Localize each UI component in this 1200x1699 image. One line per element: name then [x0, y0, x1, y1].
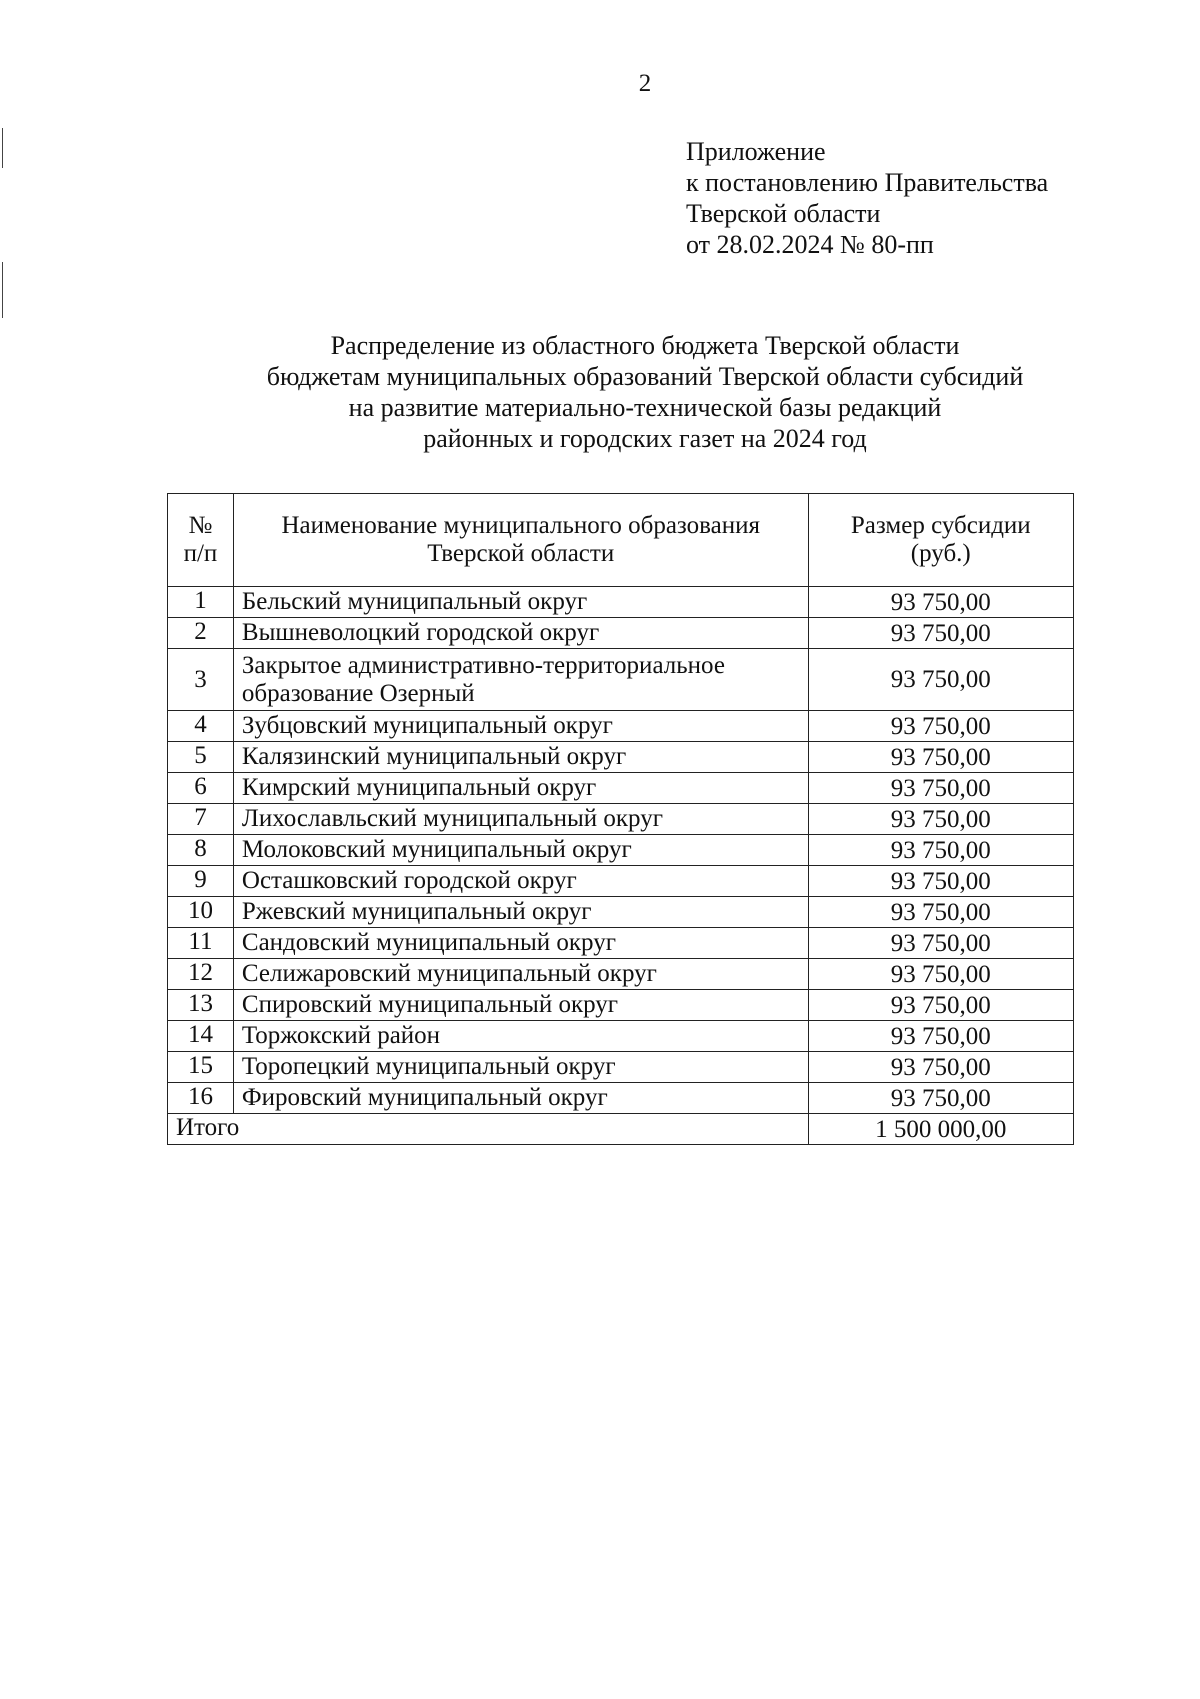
row-name: Торжокский район: [233, 1021, 808, 1052]
page-number: 2: [638, 70, 652, 97]
row-name: Фировский муниципальный округ: [233, 1083, 808, 1114]
title-line: районных и городских газет на 2024 год: [423, 424, 867, 453]
row-amount: 93 750,00: [808, 928, 1073, 959]
row-number: 16: [168, 1083, 234, 1114]
document-title: [150, 330, 1140, 454]
row-number: 10: [168, 897, 234, 928]
appendix-line: от 28.02.2024 № 80-пп: [686, 230, 934, 259]
title-line: на развитие материально-технической базы редакций: [348, 393, 942, 422]
row-name: Торопецкий муниципальный округ: [233, 1052, 808, 1083]
title-line: Распределение из областного бюджета Тверской области: [330, 331, 960, 360]
table-row: [168, 618, 1074, 649]
header-number-line1: №: [188, 512, 213, 539]
header-number-line2: п/п: [183, 540, 218, 567]
appendix-line: Приложение: [686, 137, 826, 166]
row-amount: 93 750,00: [808, 587, 1073, 618]
appendix-line: Тверской области: [686, 199, 881, 228]
row-amount: 93 750,00: [808, 1083, 1073, 1114]
table-row: [168, 742, 1074, 773]
table-row: [168, 835, 1074, 866]
row-number: 3: [168, 649, 234, 711]
row-name: Осташковский городской округ: [233, 866, 808, 897]
row-number: 15: [168, 1052, 234, 1083]
row-name: Калязинский муниципальный округ: [233, 742, 808, 773]
table-row: [168, 928, 1074, 959]
header-amount-line1: Размер субсидии: [850, 512, 1031, 539]
row-amount: 93 750,00: [808, 959, 1073, 990]
row-amount: 93 750,00: [808, 1021, 1073, 1052]
table-row: [168, 990, 1074, 1021]
scan-edge-mark: [2, 262, 3, 318]
table-row: [168, 711, 1074, 742]
row-number: 14: [168, 1021, 234, 1052]
table-row: [168, 959, 1074, 990]
row-amount: 93 750,00: [808, 649, 1073, 711]
row-number: 1: [168, 587, 234, 618]
row-number: 8: [168, 835, 234, 866]
row-name: Кимрский муниципальный округ: [233, 773, 808, 804]
appendix-line: к постановлению Правительства: [686, 168, 1049, 197]
title-line: бюджетам муниципальных образований Тверской области субсидий: [266, 362, 1024, 391]
table-row: [168, 587, 1074, 618]
row-number: 7: [168, 804, 234, 835]
row-number: 11: [168, 928, 234, 959]
row-number: 12: [168, 959, 234, 990]
table-total-row: [168, 1114, 1074, 1145]
table-row: [168, 804, 1074, 835]
row-amount: 93 750,00: [808, 804, 1073, 835]
row-name: Лихославльский муниципальный округ: [233, 804, 808, 835]
row-number: 2: [168, 618, 234, 649]
header-amount-line2: (руб.): [910, 540, 971, 567]
row-name: [233, 649, 808, 711]
table-row: [168, 773, 1074, 804]
row-name: Сандовский муниципальный округ: [233, 928, 808, 959]
scan-edge-mark: [2, 128, 3, 168]
row-amount: 93 750,00: [808, 711, 1073, 742]
row-name: Ржевский муниципальный округ: [233, 897, 808, 928]
appendix-block: [686, 136, 1048, 260]
header-amount: [808, 494, 1073, 587]
row-amount: 93 750,00: [808, 773, 1073, 804]
table-row: [168, 1021, 1074, 1052]
row-number: 6: [168, 773, 234, 804]
row-amount: 93 750,00: [808, 742, 1073, 773]
row-name: Спировский муниципальный округ: [233, 990, 808, 1021]
row-number: 9: [168, 866, 234, 897]
row-name: Молоковский муниципальный округ: [233, 835, 808, 866]
row-name: Бельский муниципальный округ: [233, 587, 808, 618]
row-number: 5: [168, 742, 234, 773]
row-number: 13: [168, 990, 234, 1021]
row-name: Вышневолоцкий городской округ: [233, 618, 808, 649]
header-number: [168, 494, 234, 587]
header-name: [233, 494, 808, 587]
row-name: Селижаровский муниципальный округ: [233, 959, 808, 990]
row-amount: 93 750,00: [808, 897, 1073, 928]
table-row: [168, 897, 1074, 928]
header-name-line2: Тверской области: [427, 540, 615, 567]
row-amount: 93 750,00: [808, 1052, 1073, 1083]
table-row: [168, 1083, 1074, 1114]
row-name: Зубцовский муниципальный округ: [233, 711, 808, 742]
row-amount: 93 750,00: [808, 990, 1073, 1021]
table-header-row: [168, 494, 1074, 587]
row-name-line2: образование Озерный: [241, 679, 475, 707]
row-amount: 93 750,00: [808, 866, 1073, 897]
header-name-line1: Наименование муниципального образования: [281, 512, 760, 539]
subsidy-table: [167, 493, 1074, 1145]
row-amount: 93 750,00: [808, 835, 1073, 866]
table-row: [168, 866, 1074, 897]
row-name-line1: Закрытое административно-территориальное: [241, 651, 725, 679]
total-amount: 1 500 000,00: [808, 1114, 1073, 1145]
total-label: Итого: [168, 1114, 809, 1145]
table-row: [168, 1052, 1074, 1083]
table-row: [168, 649, 1074, 711]
row-amount: 93 750,00: [808, 618, 1073, 649]
row-number: 4: [168, 711, 234, 742]
